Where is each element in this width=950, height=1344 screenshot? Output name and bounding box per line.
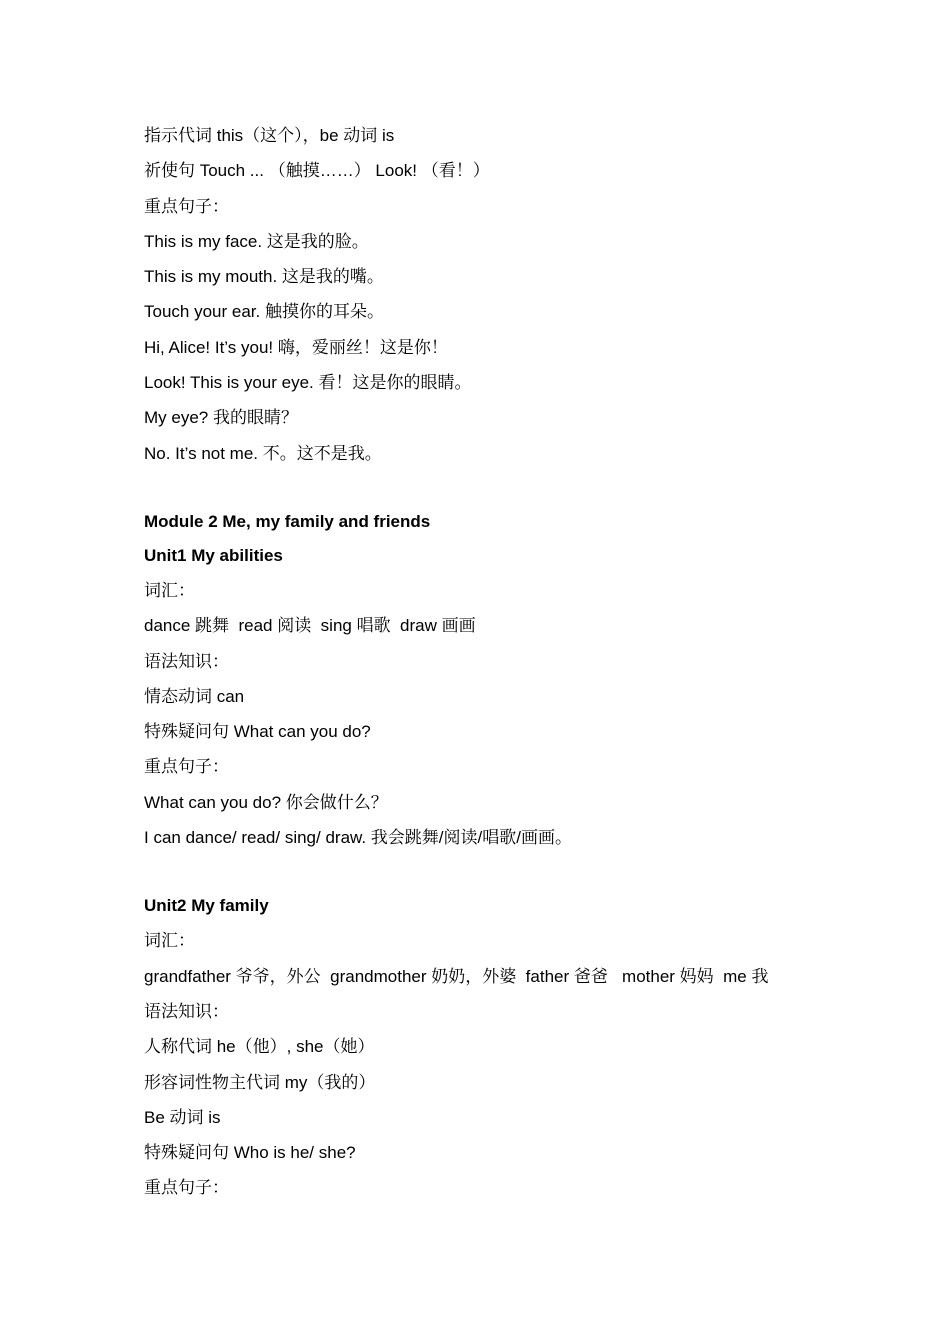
grammar-line: 指示代词 this（这个），be 动词 is	[144, 126, 395, 145]
grammar-line: 人称代词 he（他）, she（她）	[144, 1037, 375, 1057]
sentence-line: What can you do? 你会做什么？	[144, 792, 388, 812]
sentence-line: My eye? 我的眼睛？	[144, 408, 298, 428]
document-body	[144, 118, 844, 1206]
vocabulary-label: 词汇：	[144, 580, 195, 600]
sentence-line: This is my face. 这是我的脸。	[144, 231, 369, 251]
vocabulary-line: grandfather 爷爷，外公 grandmother 奶奶，外婆 father 爸爸 mother 妈妈 me 我	[144, 966, 769, 986]
module-heading: Module 2 Me, my family and friends	[144, 511, 431, 531]
grammar-line: Be 动词 is	[144, 1107, 221, 1127]
unit-heading: Unit1 My abilities	[144, 545, 283, 565]
grammar-line: 情态动词 can	[144, 686, 245, 706]
sentence-line: This is my mouth. 这是我的嘴。	[144, 267, 384, 287]
vocabulary-label: 词汇：	[144, 931, 195, 951]
key-sentences-label: 重点句子：	[144, 757, 229, 777]
unit-heading: Unit2 My family	[144, 896, 269, 916]
sentence-line: Hi, Alice! It’s you! 嗨，爱丽丝！这是你！	[144, 337, 448, 357]
sentence-line: No. It’s not me. 不。这不是我。	[144, 443, 382, 463]
grammar-line: 特殊疑问句 Who is he/ she?	[144, 1143, 356, 1163]
vocabulary-line: dance 跳舞 read 阅读 sing 唱歌 draw 画画	[144, 616, 476, 636]
grammar-label: 语法知识：	[144, 651, 229, 671]
grammar-line: 形容词性物主代词 my（我的）	[144, 1072, 376, 1092]
sentence-line: Touch your ear. 触摸你的耳朵。	[144, 302, 384, 322]
sentence-line: I can dance/ read/ sing/ draw. 我会跳舞/阅读/唱歌/画画。	[144, 828, 572, 848]
grammar-line: 祈使句 Touch ... （触摸……） Look! （看！）	[144, 161, 490, 181]
grammar-line: 特殊疑问句 What can you do?	[144, 722, 371, 742]
blank-line	[144, 855, 844, 889]
grammar-label: 语法知识：	[144, 1001, 229, 1021]
key-sentences-label: 重点句子：	[144, 196, 229, 216]
sentence-line: Look! This is your eye. 看！这是你的眼睛。	[144, 373, 472, 393]
blank-line	[144, 471, 844, 505]
key-sentences-label: 重点句子：	[144, 1178, 229, 1198]
